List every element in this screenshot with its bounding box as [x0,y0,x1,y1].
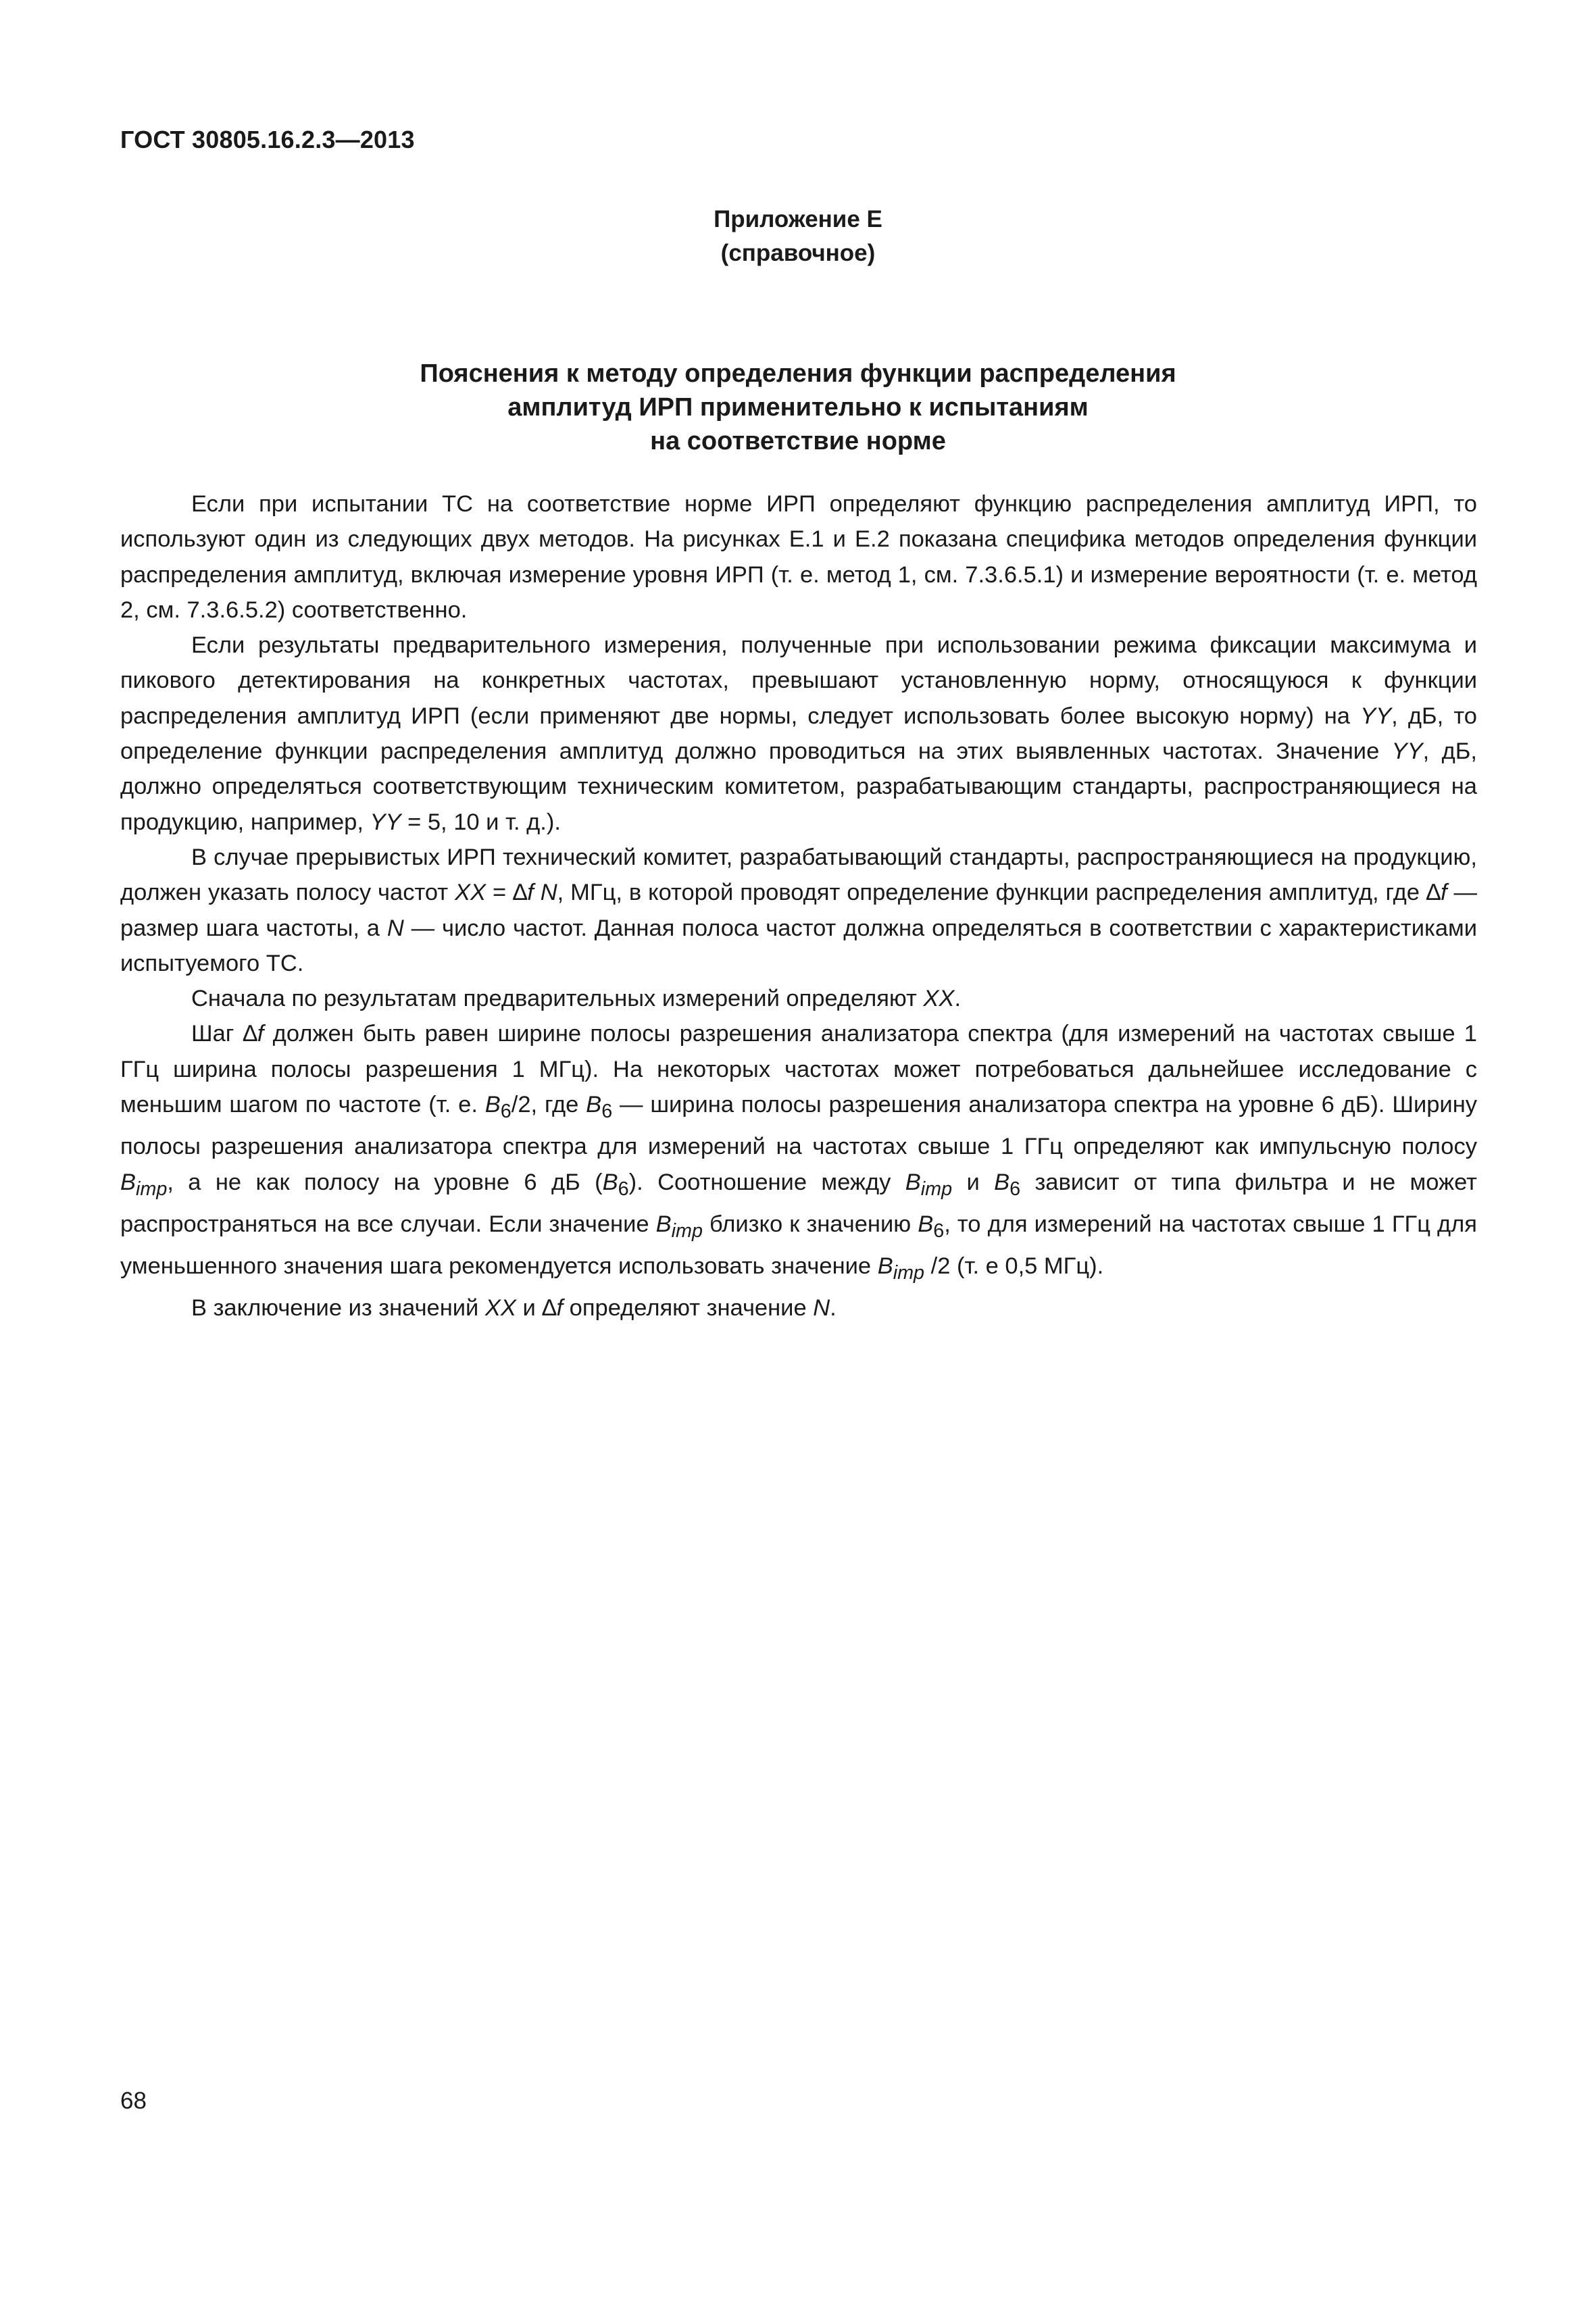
variable-f: f [257,1021,264,1047]
heading-line-2: амплитуд ИРП применительно к испытаниям [507,393,1089,422]
text-run: Шаг ∆ [191,1021,257,1047]
variable-f: f [527,880,534,906]
text-run: зависит от типа фильтра и не может распространяться на все случаи. Если значение [120,1169,1477,1237]
variable-n: N [540,880,557,906]
paragraph-1: Если при испытании ТС на соответствие норме ИРП определяют функцию распределения амплитуд ИРП, то используют один из следующих двух методов. На рисунках Е.1 и Е.2 показана специфика методов определения функции распределения амплитуд, включая измерение уровня ИРП (т. е. метод 1, см. 7.3.6.5.1) и измерение вероятности (т. е. метод 2, см. 7.3.6.5.2) соответственно. [120,491,1477,623]
text-run: . [830,1295,837,1322]
subscript-imp-text: imp [136,1178,168,1200]
text-run: и [952,1169,995,1195]
text-run: , а не как полосу на уровне 6 дБ ( [167,1169,603,1195]
paragraph-2 [120,628,1477,840]
subscript-imp-text: imp [671,1219,703,1242]
text-run: /2, где [511,1092,587,1118]
variable-yy: YY [1391,738,1423,765]
text-run: = 5, 10 и т. д.). [401,809,561,835]
subscript-6: 6 [500,1100,512,1122]
paragraph-6 [120,1290,1477,1326]
annex-block [0,203,1596,270]
subscript-imp-text: imp [920,1178,953,1200]
subscript-6: 6 [1009,1178,1021,1200]
text-run: и ∆ [516,1295,557,1322]
text-run: определяют значение [563,1295,814,1322]
variable-b: B [484,1092,501,1118]
text-run: = ∆ [486,880,528,906]
variable-b: B [586,1092,602,1118]
text-run: В случае прерывистых ИРП технический комитет, разрабатывающий стандарты, распространяющиеся на продукцию, должен указать полосу частот [120,844,1477,906]
text-run: — размер шага частоты, а [120,880,1477,941]
heading-line-1: Пояснения к методу определения функции распределения [420,359,1176,388]
text-run: Если результаты предварительного измерения, полученные при использовании режима фиксации максимума и пикового детектирования на конкретных частотах, превышают установленную норму, относящуюся к функции распределения амплитуд ИРП (если применяют две нормы, следует использовать более высокую норму) на [120,632,1477,729]
text-run: должен быть равен ширине полосы разрешения анализатора спектра (для измерений на частотах свыше 1 ГГц ширина полосы разрешения 1 МГц). На некоторых частотах может потребоваться дальнейшее исследование с меньшим шагом по частоте (т. е. [120,1021,1477,1118]
variable-b: B [877,1253,893,1279]
text-run: , дБ, то определение функции распределения амплитуд должно проводиться на этих выявленных частотах. Значение [120,703,1477,765]
subscript-imp [672,1220,703,1242]
section-heading [0,357,1596,458]
subscript-6: 6 [618,1178,629,1200]
heading-line-3: на соответствие норме [650,427,946,455]
text-run: — ширина полосы разрешения анализатора спектра на уровне 6 дБ). Ширину полосы разрешения анализатора спектра для измерений на частотах свыше 1 ГГц определяют как импульсную полосу [120,1092,1477,1160]
page-number: 68 [120,2088,147,2114]
variable-b: B [655,1211,672,1237]
body-text [120,486,1477,1326]
subscript-imp [921,1178,952,1199]
text-run: , то для измерений на частотах свыше 1 ГГц для уменьшенного значения шага рекомендуется использовать значение [120,1211,1477,1279]
variable-b: B [120,1169,136,1195]
subscript-6: 6 [933,1219,945,1242]
text-run [534,880,541,905]
variable-n: N [386,915,404,941]
text-run: , МГц, в которой проводят определение функции распределения амплитуд, где ∆ [557,880,1441,906]
annex-title: Приложение Е [714,206,882,232]
variable-xx: XX [923,986,955,1012]
variable-yy: YY [1360,703,1392,729]
annex-type: (справочное) [720,240,876,266]
text-run: . [954,986,962,1012]
text-run: ). Соотношение между [628,1169,905,1195]
variable-n: N [813,1295,830,1322]
subscript-imp [136,1178,167,1199]
paragraph-5 [120,1016,1477,1290]
text-run: , дБ, должно определяться соответствующим техническим комитетом, разрабатывающим стандарты, распространяющиеся на продукцию, например, [120,738,1477,835]
text-run: В заключение из значений [191,1295,485,1322]
variable-b: B [602,1169,618,1195]
variable-b: B [918,1211,934,1237]
document-code: ГОСТ 30805.16.2.3—2013 [120,126,415,153]
variable-xx: XX [484,1295,516,1322]
subscript-imp-text: imp [893,1261,925,1284]
variable-f: f [556,1295,564,1322]
text-run: Сначала по результатам предварительных измерений определяют [191,986,924,1012]
text-run: /2 (т. е 0,5 МГц). [924,1253,1104,1279]
text-run: — число частот. Данная полоса частот должна определяться в соответствии с характеристиками испытуемого ТС. [120,915,1477,976]
paragraph-3 [120,840,1477,981]
paragraph-4 [120,981,1477,1016]
text-run: близко к значению [702,1211,918,1237]
variable-b: B [994,1169,1010,1195]
variable-xx: XX [455,880,487,906]
variable-b: B [905,1169,921,1195]
variable-f: f [1440,880,1447,906]
variable-yy: YY [370,809,401,835]
subscript-6: 6 [601,1100,613,1122]
subscript-imp [893,1262,924,1284]
